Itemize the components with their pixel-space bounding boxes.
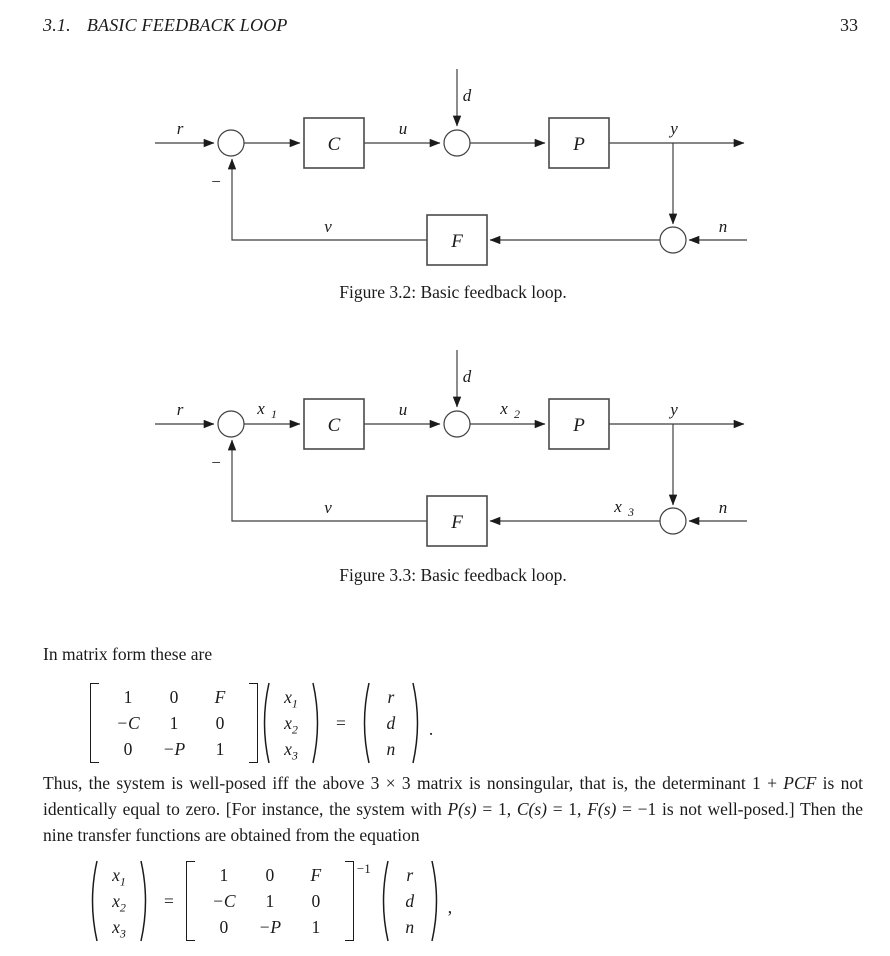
signal-x3-label: x <box>614 497 622 516</box>
math-inline: PCF <box>783 773 817 793</box>
matrix-cell: 0 <box>215 713 225 733</box>
inverse-exponent: −1 <box>356 861 371 876</box>
math-inline: F(s) <box>587 799 617 819</box>
paragraph-text: is not identically equal to zero. [For instance, the system with <box>43 773 863 819</box>
signal-x2-subscript: 2 <box>514 407 520 421</box>
figure-3-2-diagram <box>0 60 890 310</box>
matrix-cell: 1 <box>219 865 229 885</box>
equals-sign: = <box>164 890 174 911</box>
summing-junction-3 <box>660 508 686 534</box>
section-title: BASIC FEEDBACK LOOP <box>86 15 288 35</box>
paragraph-text: Thus, the system is well-posed iff the above 3 × 3 matrix is nonsingular, that is, the determinant 1 + <box>43 773 784 793</box>
vector-entry: r <box>406 865 414 885</box>
page-header <box>43 15 288 36</box>
minus-sign: − <box>210 453 222 472</box>
vector-entry: d <box>386 713 396 733</box>
matrix-cell: 1 <box>215 739 225 759</box>
input-vector <box>390 862 430 940</box>
signal-x1-subscript: 1 <box>271 407 277 421</box>
vector-entry: $x_1$ <box>284 687 298 711</box>
signal-d-label: d <box>462 86 472 105</box>
paragraph-text: = 1, <box>546 799 588 819</box>
coefficient-matrix <box>99 684 249 762</box>
vector-entry: $x_3$ <box>284 739 298 763</box>
left-paren <box>86 858 99 944</box>
input-vector <box>371 684 411 762</box>
signal-d-label: d <box>462 367 472 386</box>
matrix-cell: −C <box>116 713 140 733</box>
intro-line: In matrix form these are <box>43 644 213 664</box>
summing-junction-1 <box>218 411 244 437</box>
signal-v-label: v <box>324 217 332 236</box>
plant-label: P <box>573 415 585 436</box>
signal-y-label: y <box>670 119 678 138</box>
coefficient-matrix <box>195 862 345 940</box>
signal-u-label: u <box>398 119 408 138</box>
matrix-cell: F <box>214 687 226 707</box>
equals-sign: = <box>336 712 346 733</box>
vector-entry: r <box>387 687 395 707</box>
right-paren <box>430 858 443 944</box>
signal-x1-label: x <box>257 399 265 418</box>
controller-label: C <box>327 134 341 155</box>
matrix-cell: 0 <box>123 739 133 759</box>
section-number: 3.1. <box>43 15 71 35</box>
math-inline: P(s) <box>447 799 477 819</box>
left-bracket <box>90 683 99 763</box>
matrix-equation-1 <box>90 680 433 766</box>
matrix-cell: 0 <box>169 687 179 707</box>
signal-x3-subscript: 3 <box>628 505 634 519</box>
filter-label: F <box>451 231 463 252</box>
right-bracket <box>249 683 258 763</box>
right-paren <box>411 680 424 766</box>
figure-3-3-caption: Figure 3.3: Basic feedback loop. <box>339 565 567 585</box>
matrix-cell: F <box>310 865 322 885</box>
figure-3-2-caption: Figure 3.2: Basic feedback loop. <box>339 282 567 302</box>
matrix-cell: 1 <box>265 891 275 911</box>
summing-junction-1 <box>218 130 244 156</box>
state-vector <box>271 684 311 762</box>
minus-sign: − <box>210 172 222 191</box>
vector-entry: $x_1$ <box>112 865 126 889</box>
filter-label: F <box>451 512 463 533</box>
vector-entry: d <box>405 891 415 911</box>
signal-y-label: y <box>670 400 678 419</box>
matrix-cell: 1 <box>169 713 179 733</box>
summing-junction-3 <box>660 227 686 253</box>
left-paren <box>258 680 271 766</box>
matrix-cell: −P <box>258 917 282 937</box>
paragraph-text: = 1, <box>476 799 517 819</box>
signal-r-label: r <box>176 119 184 138</box>
paragraph-text: = −1 is not well-posed.] Then the nine transfer functions are obtained from the equation <box>43 799 864 845</box>
vector-entry: $x_2$ <box>284 713 298 737</box>
summing-junction-2 <box>444 411 470 437</box>
vector-entry: n <box>405 917 415 937</box>
matrix-cell: −P <box>162 739 186 759</box>
matrix-cell: −C <box>212 891 236 911</box>
signal-n-label: n <box>718 217 728 236</box>
signal-r-label: r <box>176 400 184 419</box>
right-paren <box>139 858 152 944</box>
plant-label: P <box>573 134 585 155</box>
summing-junction-2 <box>444 130 470 156</box>
figure-3-3-diagram <box>0 341 890 591</box>
controller-label: C <box>327 415 341 436</box>
matrix-cell: 1 <box>123 687 133 707</box>
state-vector <box>99 862 139 940</box>
signal-x2-label: x <box>500 399 508 418</box>
vector-entry: $x_3$ <box>112 917 126 941</box>
page-number: 33 <box>840 15 858 35</box>
left-bracket <box>186 861 195 941</box>
left-paren <box>377 858 390 944</box>
vector-entry: n <box>386 739 396 759</box>
matrix-cell: 0 <box>265 865 275 885</box>
signal-n-label: n <box>718 498 728 517</box>
body-paragraph <box>43 770 863 848</box>
vector-entry: $x_2$ <box>112 891 126 915</box>
period: . <box>428 718 434 739</box>
signal-v-label: v <box>324 498 332 517</box>
matrix-cell: 1 <box>311 917 321 937</box>
left-paren <box>358 680 371 766</box>
right-bracket <box>345 861 354 941</box>
matrix-equation-2 <box>86 858 452 944</box>
right-paren <box>311 680 324 766</box>
comma: , <box>447 896 453 917</box>
math-inline: C(s) <box>516 799 547 819</box>
signal-u-label: u <box>398 400 408 419</box>
matrix-cell: 0 <box>311 891 321 911</box>
matrix-cell: 0 <box>219 917 229 937</box>
